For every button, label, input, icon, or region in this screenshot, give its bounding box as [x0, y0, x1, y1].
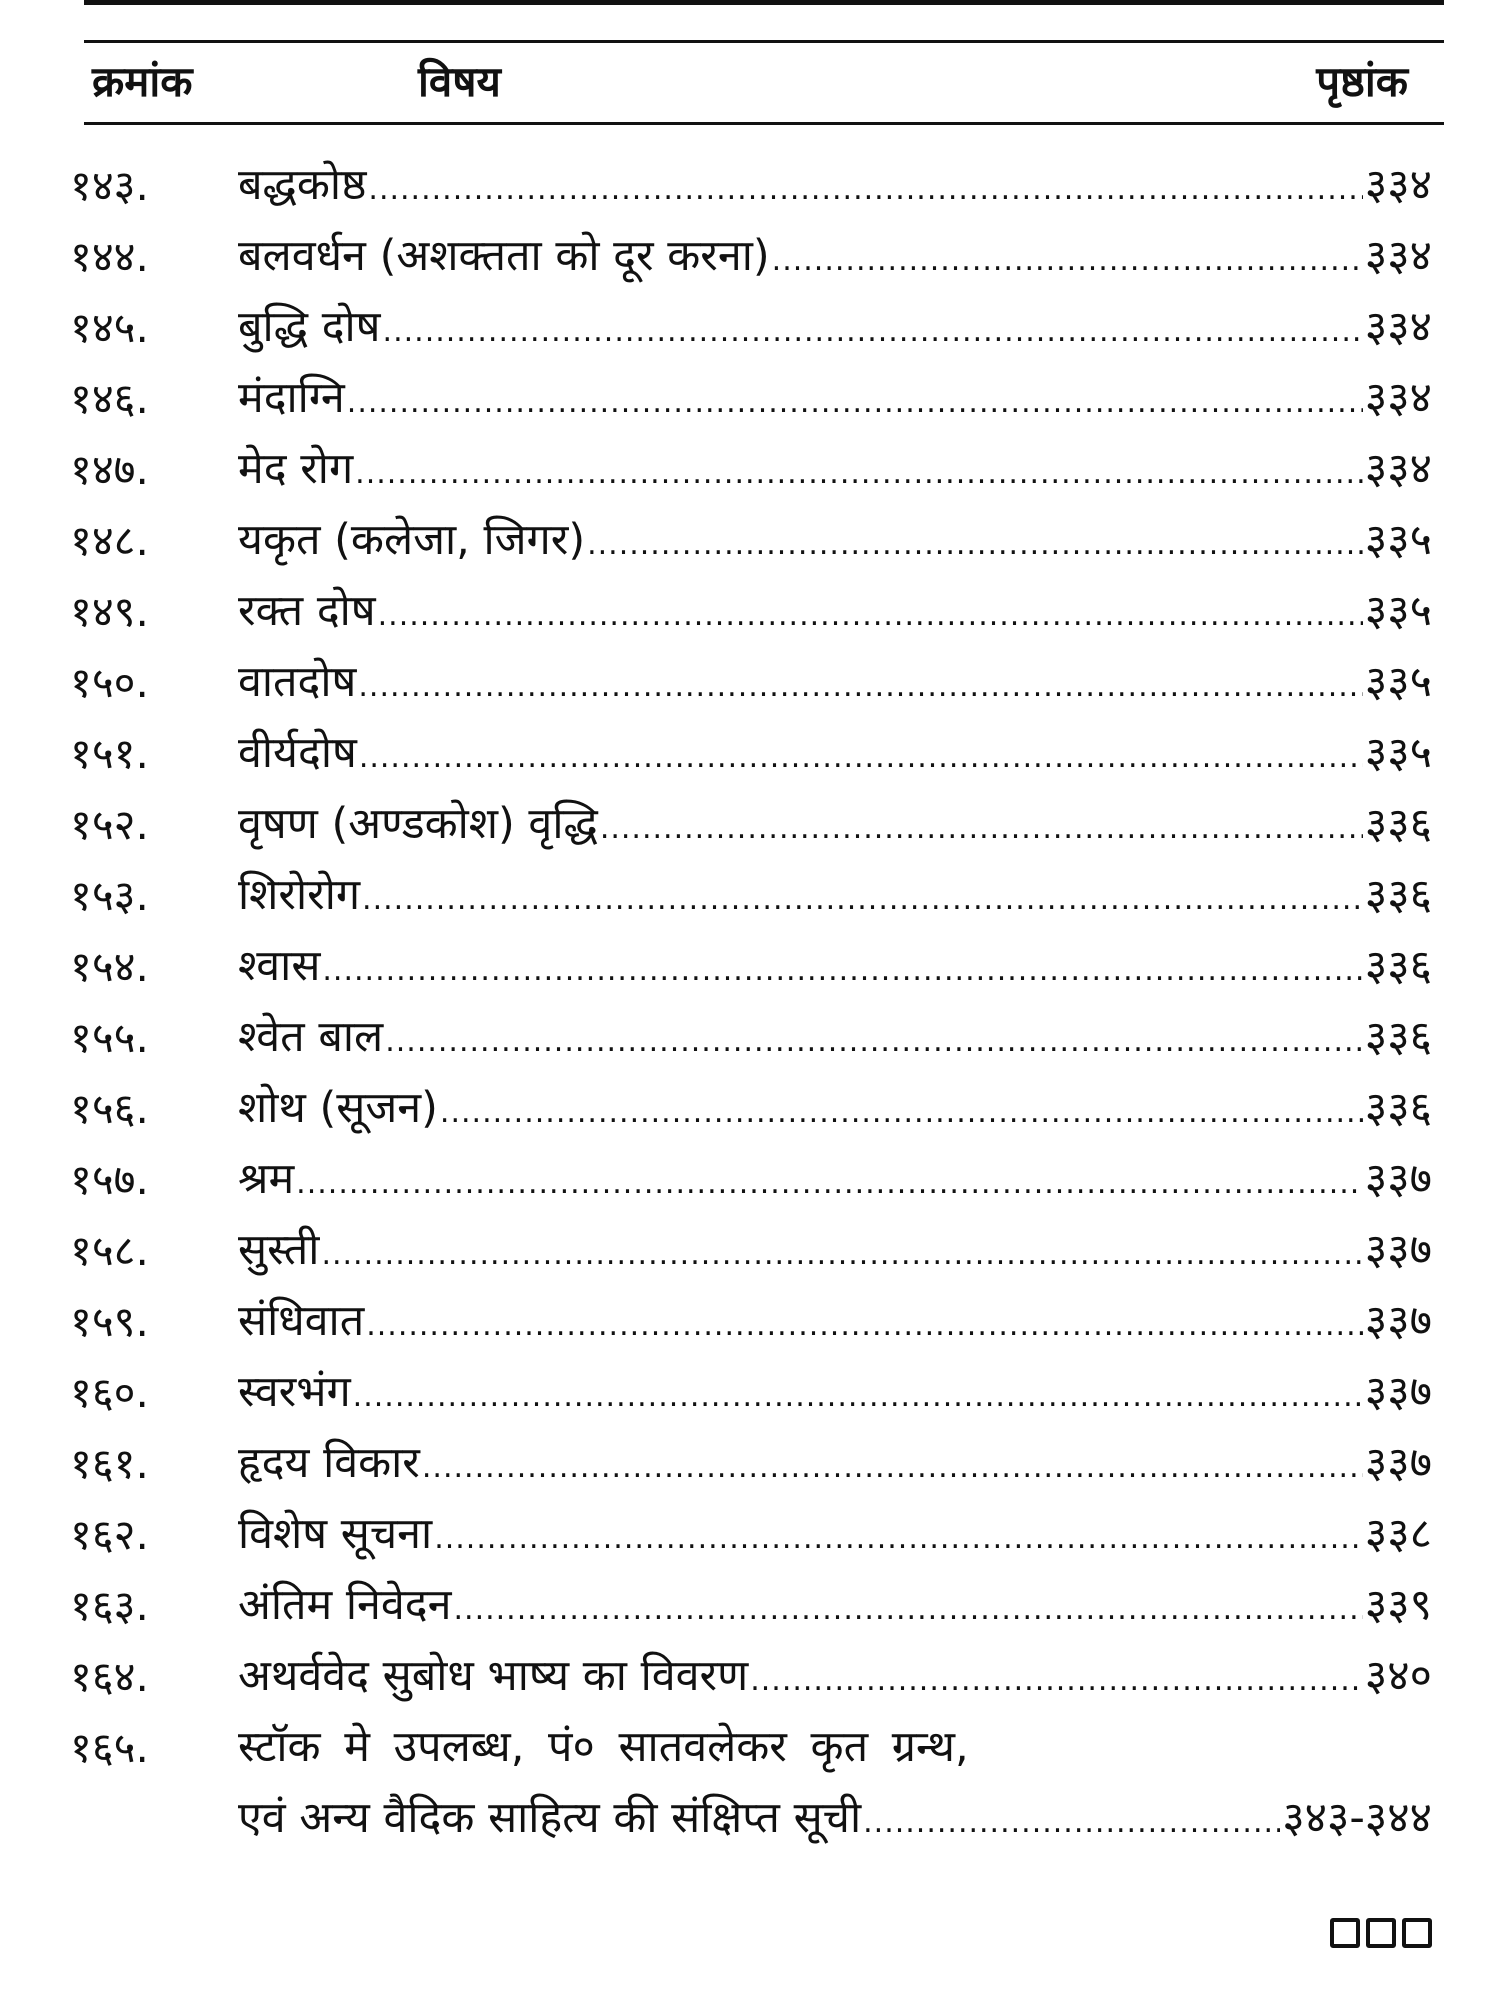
entry-number: १६३. [70, 1581, 149, 1630]
contents-entry [0, 860, 1500, 931]
entry-line [238, 718, 1432, 789]
dot-leader [600, 793, 1363, 864]
entry-line [238, 1002, 1432, 1073]
entry-line [238, 1215, 1432, 1286]
entry-number: १४७. [70, 445, 149, 494]
header-subject-label: विषय [418, 57, 501, 106]
dot-leader [454, 1574, 1363, 1645]
entry-page: ३३५ [1364, 657, 1432, 707]
entry-number: १४४. [70, 232, 149, 281]
entry-line [238, 150, 1432, 221]
entry-line [238, 1357, 1432, 1428]
entry-topic: वृषण (अण्डकोश) वृद्धि [238, 799, 598, 849]
dot-leader [863, 1787, 1280, 1858]
entry-topic: स्वरभंग [238, 1367, 351, 1417]
entry-number: १४८. [70, 516, 149, 565]
contents-entry [0, 647, 1500, 718]
dot-leader [353, 1361, 1363, 1432]
dot-leader [378, 580, 1363, 651]
entry-line [238, 1783, 1432, 1854]
dot-leader [434, 1503, 1363, 1574]
contents-entry [0, 1570, 1500, 1641]
dot-leader [347, 367, 1363, 438]
dot-leader [321, 1219, 1362, 1290]
entry-topic: बद्धकोष्ठ [238, 160, 367, 210]
contents-entry [0, 1073, 1500, 1144]
entry-number: १६१. [70, 1439, 149, 1488]
entry-topic: सुस्ती [238, 1225, 320, 1275]
entry-line [238, 1570, 1432, 1641]
contents-entry [0, 1286, 1500, 1357]
entry-line [238, 789, 1432, 860]
contents-entry [0, 1357, 1500, 1428]
entry-page: ३३७ [1364, 1367, 1432, 1417]
dot-leader [385, 1006, 1363, 1077]
entry-number: १४९. [70, 587, 149, 636]
entry-number: १६०. [70, 1368, 149, 1417]
entry-topic: श्रम [238, 1154, 295, 1204]
entry-page: ३३६ [1364, 1083, 1432, 1133]
entry-page: ३३६ [1364, 799, 1432, 849]
entry-number: १४३. [70, 161, 149, 210]
entry-topic: श्वास [238, 941, 321, 991]
dot-leader [355, 438, 1363, 509]
dot-leader [366, 1290, 1363, 1361]
contents-entry [0, 1215, 1500, 1286]
entry-number: १५९. [70, 1297, 149, 1346]
dot-leader [322, 935, 1363, 1006]
contents-entry [0, 1002, 1500, 1073]
entry-line [238, 292, 1432, 363]
entry-number: १५६. [70, 1084, 149, 1133]
dot-leader [772, 225, 1363, 296]
entry-line [238, 1073, 1432, 1144]
entry-number: १५०. [70, 658, 149, 707]
entry-page: ३३६ [1364, 941, 1432, 991]
header-number-label: क्रमांक [92, 57, 193, 106]
entry-line [238, 1286, 1432, 1357]
entry-line [238, 505, 1432, 576]
entry-number: १६४. [70, 1652, 149, 1701]
entry-page: ३३४ [1364, 373, 1432, 423]
entry-line [238, 931, 1432, 1002]
entry-page: ३३७ [1364, 1296, 1432, 1346]
entry-page: ३३४ [1364, 302, 1432, 352]
entry-page: ३३७ [1364, 1154, 1432, 1204]
entry-line [238, 647, 1432, 718]
entry-page: ३४० [1364, 1651, 1432, 1701]
contents-entry [0, 789, 1500, 860]
entry-topic: बुद्धि दोष [238, 302, 381, 352]
entry-topic: बलवर्धन (अशक्तता को दूर करना) [238, 231, 770, 281]
entry-page: ३३६ [1364, 870, 1432, 920]
header-top-rule [84, 40, 1444, 43]
entry-topic: मंदाग्नि [238, 373, 345, 423]
dot-leader [359, 722, 1363, 793]
dot-leader [383, 296, 1363, 367]
entry-topic: वीर्यदोष [238, 728, 357, 778]
header-bottom-rule [84, 122, 1444, 125]
contents-entry [0, 505, 1500, 576]
contents-entry [0, 718, 1500, 789]
entry-number: १६२. [70, 1510, 149, 1559]
entry-topic-line1: स्टॉक मे उपलब्ध, पं० सातवलेकर कृत ग्रन्थ, [238, 1722, 969, 1772]
entry-page: ३३४ [1364, 231, 1432, 281]
entry-number: १५३. [70, 871, 149, 920]
contents-entry [0, 1144, 1500, 1215]
contents-entry [0, 931, 1500, 1002]
entry-page: ३४३-३४४ [1282, 1793, 1432, 1843]
entry-number: १४५. [70, 303, 149, 352]
end-box-icon [1402, 1918, 1432, 1948]
contents-entry [0, 1499, 1500, 1570]
entry-line [238, 1144, 1432, 1215]
contents-entry [0, 221, 1500, 292]
end-mark [1330, 1918, 1432, 1948]
header-page-label: पृष्ठांक [1316, 57, 1408, 106]
entry-line [238, 1641, 1432, 1712]
entry-number: १५१. [70, 729, 149, 778]
dot-leader [440, 1077, 1363, 1148]
dot-leader [358, 651, 1363, 722]
entry-topic: अंतिम निवेदन [238, 1580, 452, 1630]
end-box-icon [1330, 1918, 1360, 1948]
contents-entry-multiline [0, 1712, 1500, 1854]
entry-topic: मेद रोग [238, 444, 354, 494]
entry-topic: अथर्ववेद सुबोध भाष्य का विवरण [238, 1651, 749, 1701]
entry-topic: रक्त दोष [238, 586, 376, 636]
contents-entry [0, 434, 1500, 505]
entry-page: ३३७ [1364, 1225, 1432, 1275]
entry-page: ३३४ [1364, 444, 1432, 494]
entry-topic: श्वेत बाल [238, 1012, 384, 1062]
entry-topic-line2: एवं अन्य वैदिक साहित्य की संक्षिप्त सूची [238, 1793, 862, 1843]
contents-entry [0, 150, 1500, 221]
entry-line [238, 1499, 1432, 1570]
entry-topic: वातदोष [238, 657, 357, 707]
entry-page: ३३८ [1364, 1509, 1432, 1559]
dot-leader [362, 864, 1363, 935]
dot-leader [750, 1645, 1363, 1716]
entry-number: १५८. [70, 1226, 149, 1275]
entry-number: १५५. [70, 1013, 149, 1062]
dot-leader [296, 1148, 1363, 1219]
entry-number: १५४. [70, 942, 149, 991]
entry-page: ३३५ [1364, 515, 1432, 565]
dot-leader [422, 1432, 1363, 1503]
contents-entry [0, 1641, 1500, 1712]
entry-page: ३३६ [1364, 1012, 1432, 1062]
entry-page: ३३५ [1364, 586, 1432, 636]
entry-number: १५२. [70, 800, 149, 849]
entry-topic: संधिवात [238, 1296, 365, 1346]
entry-line [238, 860, 1432, 931]
entry-page: ३३५ [1364, 728, 1432, 778]
dot-leader [587, 509, 1363, 580]
entry-line [238, 576, 1432, 647]
dot-leader [368, 154, 1363, 225]
entry-topic: विशेष सूचना [238, 1509, 433, 1559]
entry-number: १५७. [70, 1155, 149, 1204]
entry-line [238, 1428, 1432, 1499]
entry-number: १४६. [70, 374, 149, 423]
end-box-icon [1366, 1918, 1396, 1948]
entry-topic: यकृत (कलेजा, जिगर) [238, 515, 586, 565]
entry-page: ३३७ [1364, 1438, 1432, 1488]
entry-line [238, 434, 1432, 505]
entry-page: ३३९ [1364, 1580, 1432, 1630]
entry-number: १६५. [70, 1723, 149, 1772]
entry-topic: शोथ (सूजन) [238, 1083, 438, 1133]
entry-topic: शिरोरोग [238, 870, 361, 920]
contents-entry [0, 1428, 1500, 1499]
contents-entry [0, 292, 1500, 363]
contents-entry [0, 363, 1500, 434]
contents-list [0, 150, 1500, 1854]
contents-entry [0, 576, 1500, 647]
entry-line [238, 221, 1432, 292]
top-rule [84, 0, 1444, 5]
entry-topic: हृदय विकार [238, 1438, 420, 1488]
entry-page: ३३४ [1364, 160, 1432, 210]
entry-line [238, 363, 1432, 434]
